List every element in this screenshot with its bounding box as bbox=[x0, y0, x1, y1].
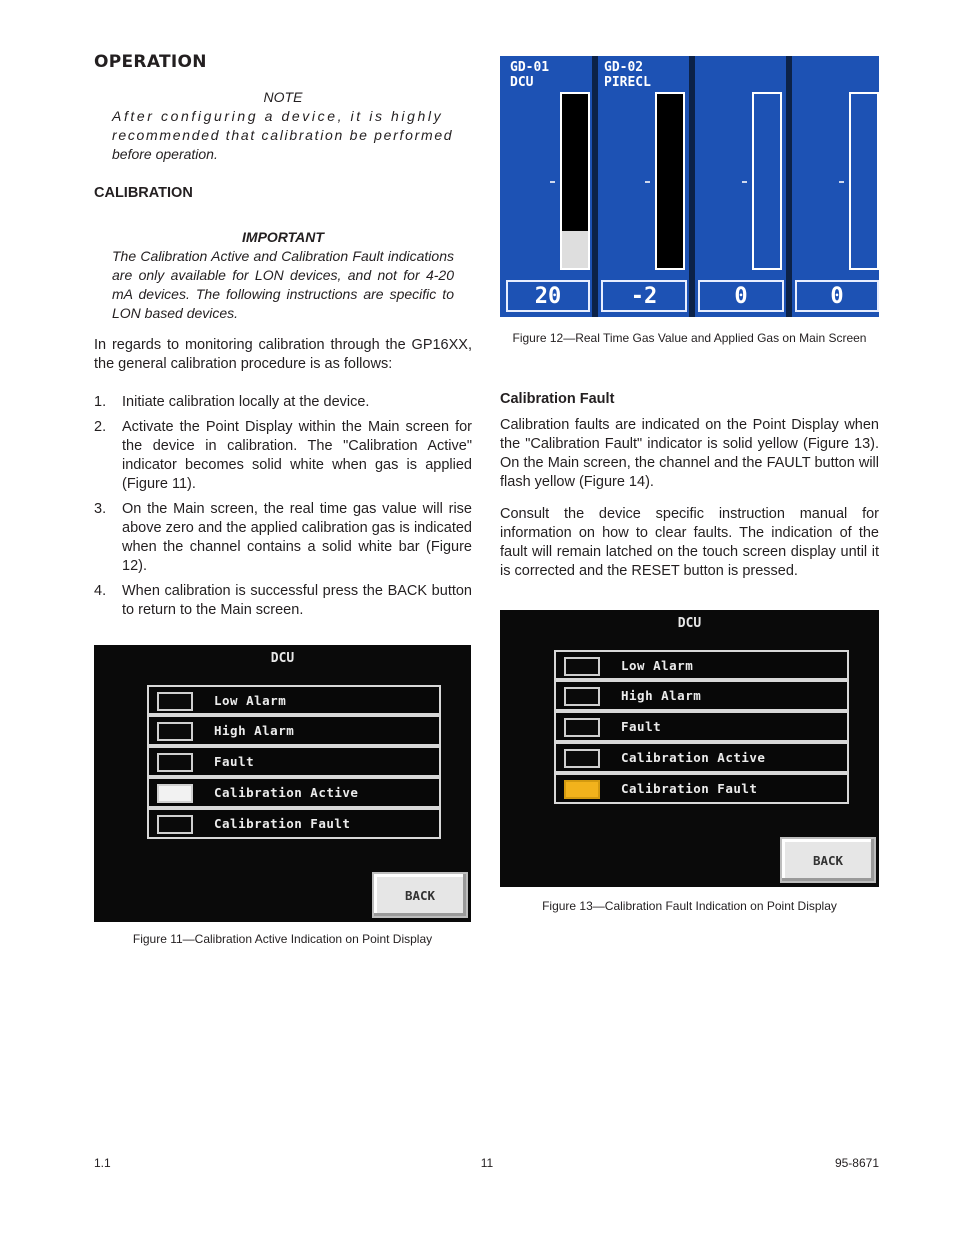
indicator-label: High Alarm bbox=[621, 688, 702, 703]
important-body: The Calibration Active and Calibration Fault indications are only available for LON devices, and not for 4-20 mA devices. The following instructions are specific to LON based devices. bbox=[112, 248, 454, 321]
intro-paragraph: In regards to monitoring calibration through the GP16XX, the general calibration procedure is as follows: bbox=[94, 337, 472, 372]
indicator-box bbox=[157, 815, 193, 834]
scale-tick bbox=[742, 181, 747, 183]
indicator-box bbox=[157, 692, 193, 711]
figure-12-caption: Figure 12—Real Time Gas Value and Applied Gas on Main Screen bbox=[512, 331, 867, 345]
gas-level-bar bbox=[655, 92, 685, 270]
gas-value-display: -2 bbox=[601, 280, 687, 312]
list-text: Initiate calibration locally at the device. bbox=[122, 394, 370, 410]
list-number: 2. bbox=[94, 419, 107, 435]
indicator-label: Calibration Active bbox=[621, 750, 766, 765]
footer-page-number: 11 bbox=[480, 1156, 494, 1170]
indicator-label: Fault bbox=[214, 754, 255, 769]
figure-12-main-screen bbox=[500, 56, 879, 317]
list-item bbox=[94, 418, 472, 494]
indicator-box bbox=[157, 722, 193, 741]
screen-title: DCU bbox=[270, 651, 295, 666]
list-number: 3. bbox=[94, 501, 107, 517]
list-number: 1. bbox=[94, 394, 107, 410]
indicator-label: Low Alarm bbox=[621, 658, 694, 673]
gas-value-display: 0 bbox=[698, 280, 784, 312]
gas-level-bar bbox=[849, 92, 879, 270]
channel-name: DCU bbox=[510, 75, 534, 90]
scale-tick bbox=[645, 181, 650, 183]
scale-tick bbox=[550, 181, 555, 183]
indicator-row-calibration-active bbox=[554, 742, 849, 773]
gas-value-display: 0 bbox=[795, 280, 879, 312]
indicator-row-high-alarm bbox=[147, 715, 441, 746]
channel-id: GD-02 bbox=[604, 60, 644, 75]
footer-document-number: 95-8671 bbox=[834, 1156, 879, 1170]
calibration-fault-paragraph: Calibration faults are indicated on the Point Display when the "Calibration Fault" indicator is solid yellow (Figure 13). On the Main screen, the channel and the FAULT button will flash yellow (Figure 14). bbox=[500, 417, 879, 490]
section-heading-operation: OPERATION bbox=[94, 52, 207, 72]
indicator-row-calibration-fault bbox=[554, 773, 849, 804]
calibration-heading: CALIBRATION bbox=[94, 185, 193, 201]
indicator-box bbox=[157, 753, 193, 772]
indicator-row-fault bbox=[554, 711, 849, 742]
gas-level-fill bbox=[562, 231, 588, 268]
indicator-label: Calibration Active bbox=[214, 785, 359, 800]
list-number: 4. bbox=[94, 583, 107, 599]
channel-separator bbox=[786, 56, 792, 317]
indicator-row-low-alarm bbox=[554, 650, 849, 680]
channel-separator bbox=[689, 56, 695, 317]
list-item bbox=[94, 393, 472, 412]
figure-13-caption: Figure 13—Calibration Fault Indication on Point Display bbox=[542, 899, 837, 913]
note-body bbox=[112, 107, 454, 164]
indicator-box bbox=[564, 718, 600, 737]
list-text: Activate the Point Display within the Main screen for the device in calibration. The "Calibration Active" indicator becomes solid white when gas is applied (Figure 11). bbox=[122, 419, 472, 492]
figure-11-caption: Figure 11—Calibration Active Indication on Point Display bbox=[132, 932, 433, 946]
important-title: IMPORTANT bbox=[242, 229, 324, 245]
channel-id: GD-01 bbox=[510, 60, 550, 75]
back-button[interactable]: BACK bbox=[780, 837, 876, 883]
indicator-row-low-alarm bbox=[147, 685, 441, 715]
channel-name: PIRECL bbox=[604, 75, 651, 90]
indicator-box-fault bbox=[564, 780, 600, 799]
indicator-row-high-alarm bbox=[554, 680, 849, 711]
list-text: When calibration is successful press the BACK button to return to the Main screen. bbox=[122, 583, 472, 618]
indicator-box bbox=[564, 749, 600, 768]
gas-level-bar bbox=[560, 92, 590, 270]
note-line-3: before operation. bbox=[112, 146, 218, 162]
list-text: On the Main screen, the real time gas value will rise above zero and the applied calibration gas is indicated when the channel contains a solid white bar (Figure 12). bbox=[122, 501, 472, 574]
indicator-label: Calibration Fault bbox=[621, 781, 758, 796]
gas-level-bar bbox=[752, 92, 782, 270]
indicator-row-fault bbox=[147, 746, 441, 777]
indicator-row-calibration-active bbox=[147, 777, 441, 808]
screen-title: DCU bbox=[677, 616, 702, 631]
figure-11-point-display bbox=[94, 645, 471, 922]
calibration-fault-paragraph: Consult the device specific instruction manual for information on how to clear faults. The indication of the fault will remain latched on the touch screen display until it is corrected and the RESET button is pressed. bbox=[500, 506, 879, 579]
indicator-row-calibration-fault bbox=[147, 808, 441, 839]
figure-13-point-display bbox=[500, 610, 879, 887]
note-line-1: After configuring a device, it is highly bbox=[112, 108, 444, 124]
channel-separator bbox=[592, 56, 598, 317]
indicator-label: High Alarm bbox=[214, 723, 295, 738]
note-title: NOTE bbox=[263, 89, 303, 105]
note-line-2: recommended that calibration be performed bbox=[112, 127, 454, 143]
footer-revision: 1.1 bbox=[94, 1156, 111, 1170]
indicator-box bbox=[564, 687, 600, 706]
calibration-fault-heading: Calibration Fault bbox=[500, 391, 615, 407]
list-item bbox=[94, 582, 472, 620]
indicator-box-active bbox=[157, 784, 193, 803]
scale-tick bbox=[839, 181, 844, 183]
gas-value-display: 20 bbox=[506, 280, 590, 312]
back-button[interactable]: BACK bbox=[372, 872, 468, 918]
indicator-label: Calibration Fault bbox=[214, 816, 351, 831]
indicator-label: Low Alarm bbox=[214, 693, 287, 708]
indicator-label: Fault bbox=[621, 719, 662, 734]
list-item bbox=[94, 500, 472, 576]
indicator-box bbox=[564, 657, 600, 676]
